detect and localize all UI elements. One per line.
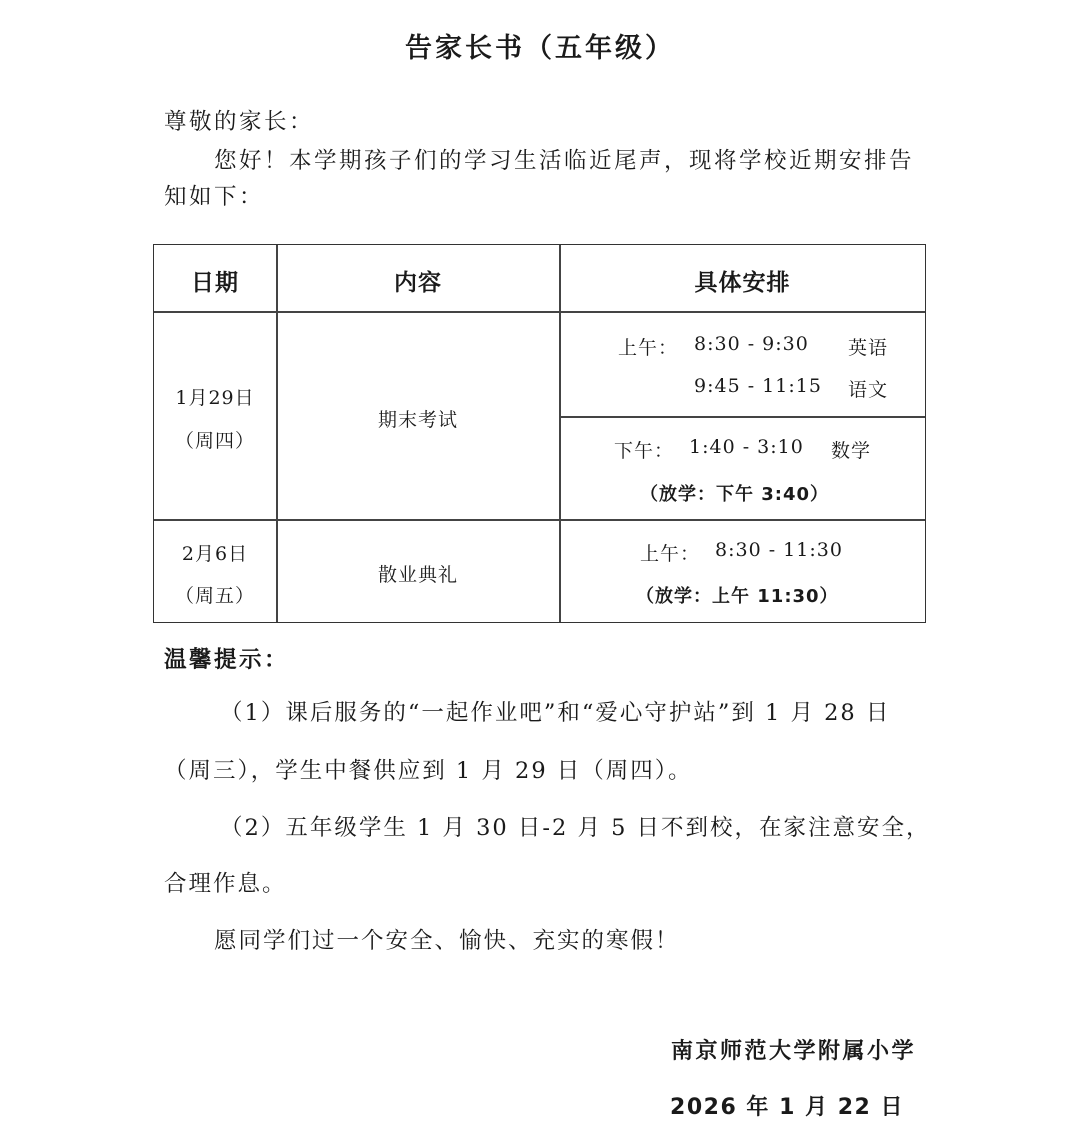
row2-weekday: （周五） [174,585,255,607]
row1-weekday: （周四） [174,430,255,452]
row1-morning-slot2-subject: 语文 [848,379,889,401]
row2-dismissal: （放学：上午 11:30） [636,586,839,607]
row1-morning-label: 上午： [618,337,679,359]
row1-afternoon-subject: 数学 [831,440,872,462]
row1-morning-slot1-time: 8:30 - 9:30 [694,333,809,355]
table-inner-divider [559,416,925,418]
row1-afternoon-label: 下午： [614,440,675,462]
row2-morning-time: 8:30 - 11:30 [715,539,843,561]
row1-dismissal: （放学：下午 3:40） [640,484,830,505]
header-date: 日期 [191,270,239,296]
tip-2-line-1: （2）五年级学生 1 月 30 日-2 月 5 日不到校，在家注意安全， [220,815,931,841]
intro-line-1: 您好！本学期孩子们的学习生活临近尾声，现将学校近期安排告 [214,148,915,174]
header-arrangement: 具体安排 [694,270,791,296]
schedule-table [153,244,926,623]
header-content: 内容 [394,270,442,296]
row2-content: 散业典礼 [377,564,458,586]
tip-1-line-1: （1）课后服务的“一起作业吧”和“爱心守护站”到 1 月 28 日 [220,700,891,726]
row1-content: 期末考试 [377,409,458,431]
intro-line-2: 知如下： [164,184,265,210]
row2-morning-label: 上午： [640,543,701,565]
tip-2-line-2: 合理作息。 [164,871,287,897]
closing-wish: 愿同学们过一个安全、愉快、充实的寒假！ [214,928,680,954]
signature-school: 南京师范大学附属小学 [670,1039,916,1064]
page-title: 告家长书（五年级） [405,33,675,64]
table-header-divider [154,311,925,313]
greeting: 尊敬的家长： [164,109,315,135]
table-col-divider-2 [559,245,561,622]
row1-date: 1月29日 [175,387,255,409]
row2-date: 2月6日 [181,543,249,565]
row1-morning-slot2-time: 9:45 - 11:15 [694,375,822,397]
signature-date: 2026 年 1 月 22 日 [670,1095,904,1120]
tips-title: 温馨提示： [164,647,290,673]
table-row-divider [154,519,925,521]
tip-1-line-2: （周三），学生中餐供应到 1 月 29 日（周四）。 [164,758,693,784]
row1-morning-slot1-subject: 英语 [848,337,889,359]
row1-afternoon-time: 1:40 - 3:10 [689,436,804,458]
